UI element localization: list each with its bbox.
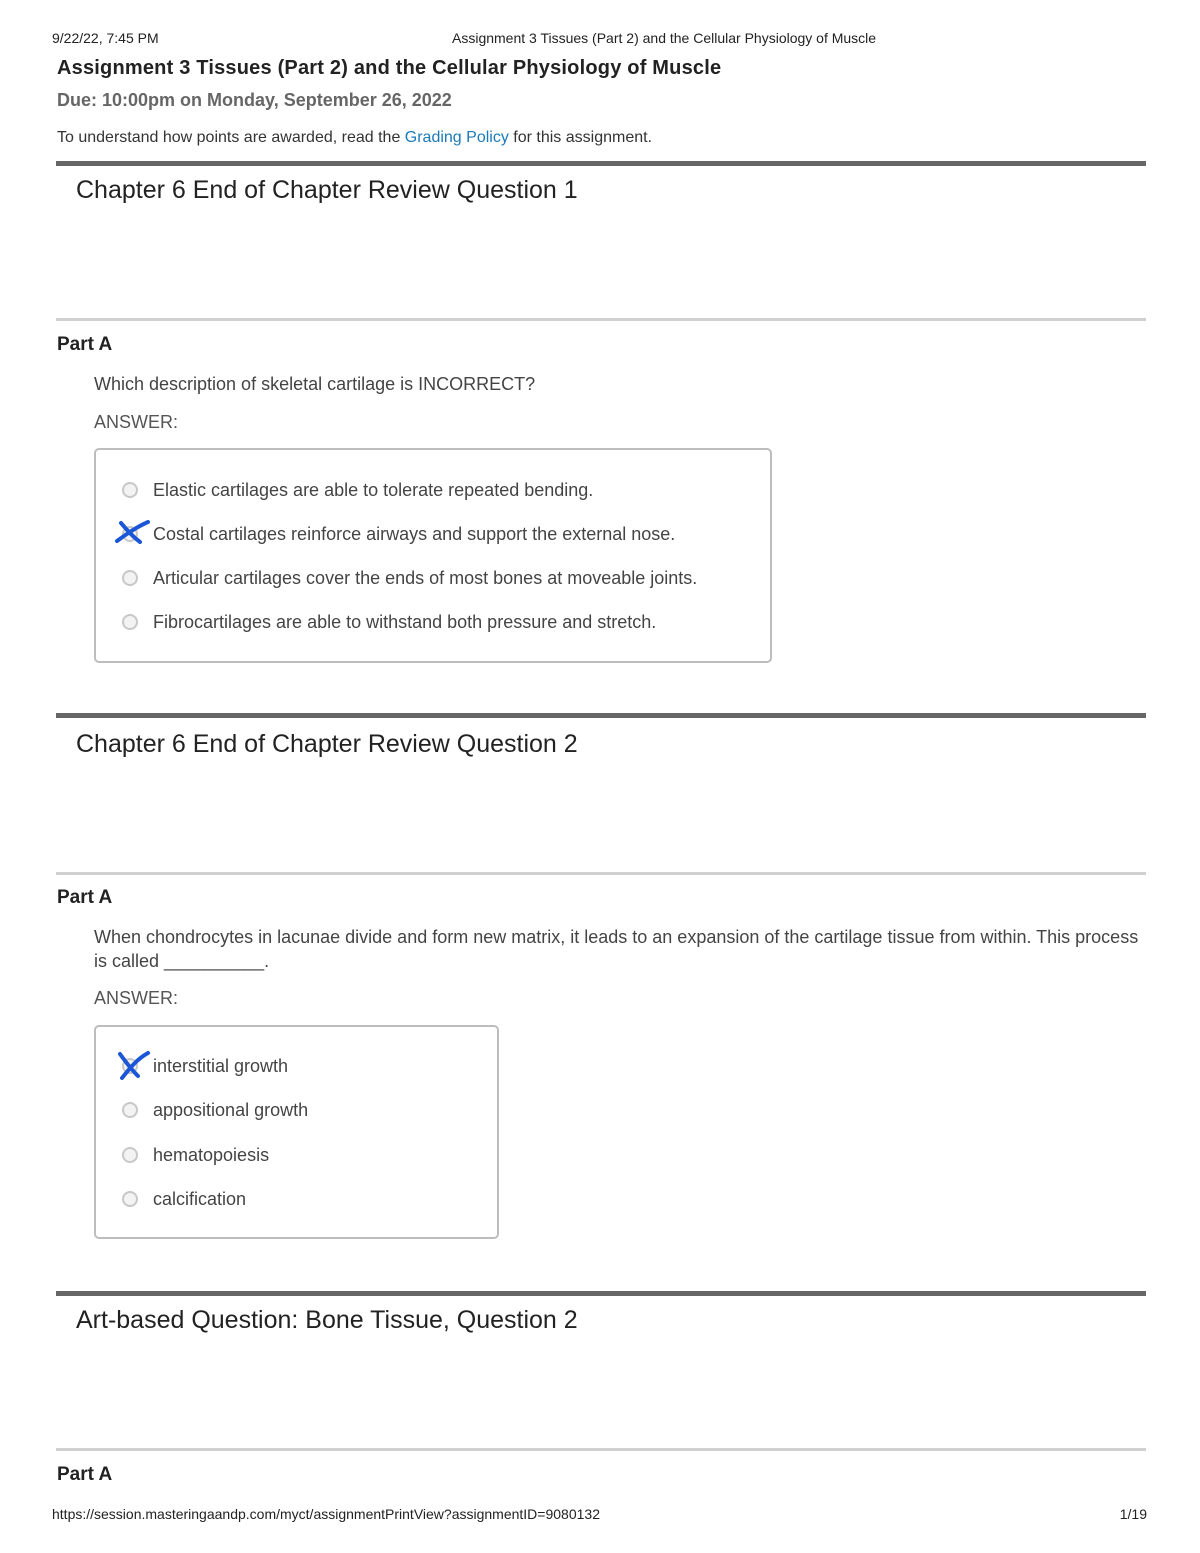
question-3-title: Art-based Question: Bone Tissue, Question 2: [76, 1306, 578, 1334]
option-label: Costal cartilages reinforce airways and support the external nose.: [153, 523, 676, 544]
question-1-part-label: Part A: [57, 334, 113, 355]
question-1-option-selected[interactable]: [116, 519, 675, 549]
print-datetime: 9/22/22, 7:45 PM: [52, 30, 159, 46]
assignment-title: Assignment 3 Tissues (Part 2) and the Cellular Physiology of Muscle: [57, 57, 722, 79]
option-label: Articular cartilages cover the ends of most bones at moveable joints.: [153, 567, 698, 588]
section-divider: [56, 713, 1146, 718]
question-2-option-selected[interactable]: [116, 1051, 288, 1081]
section-divider: [56, 1291, 1146, 1296]
print-header-title: Assignment 3 Tissues (Part 2) and the Cellular Physiology of Muscle: [452, 30, 877, 46]
page-number: 1/19: [1119, 1506, 1147, 1522]
option-label: calcification: [153, 1188, 247, 1209]
grading-prefix: To understand how points are awarded, read the: [57, 129, 405, 146]
question-2-option[interactable]: [116, 1184, 246, 1214]
option-label: interstitial growth: [153, 1055, 289, 1076]
question-1-answer-label: ANSWER:: [94, 412, 179, 432]
due-date: Due: 10:00pm on Monday, September 26, 2022: [57, 90, 452, 110]
footer-url: https://session.masteringaandp.com/myct/assignmentPrintView?assignmentID=9080132: [52, 1506, 600, 1522]
section-divider: [56, 161, 1146, 166]
question-1-option[interactable]: [116, 607, 656, 637]
option-label: Fibrocartilages are able to withstand both pressure and stretch.: [153, 611, 657, 632]
question-1-option[interactable]: [116, 563, 697, 593]
question-2-answer-label: ANSWER:: [94, 988, 179, 1008]
part-divider: [56, 318, 1146, 321]
question-2-option[interactable]: [116, 1095, 308, 1125]
grading-policy-link[interactable]: Grading Policy: [404, 129, 509, 146]
part-divider: [56, 872, 1146, 875]
question-1-title: Chapter 6 End of Chapter Review Question 1: [76, 176, 578, 204]
question-1-prompt: Which description of skeletal cartilage is INCORRECT?: [94, 374, 536, 394]
radio-circle-icon[interactable]: [122, 482, 138, 498]
question-1-option[interactable]: [116, 475, 593, 505]
question-2-part-label: Part A: [57, 887, 113, 908]
question-2-prompt: When chondrocytes in lacunae divide and form new matrix, it leads to an expansion of the cartilage tissue from within. This process is called __________.: [94, 927, 1139, 971]
part-divider: [56, 1448, 1146, 1451]
radio-circle-icon[interactable]: [122, 1102, 138, 1118]
grading-note: [57, 129, 652, 147]
hand-drawn-x-mark-icon: [112, 1048, 152, 1082]
option-label: appositional growth: [153, 1099, 309, 1120]
question-2-option[interactable]: [116, 1140, 269, 1170]
radio-circle-icon[interactable]: [122, 1147, 138, 1163]
hand-drawn-x-mark-icon: [112, 516, 152, 550]
question-2-answer-box: [94, 1025, 499, 1239]
question-1-answer-box: [94, 448, 772, 663]
radio-circle-icon[interactable]: [122, 614, 138, 630]
question-2-title: Chapter 6 End of Chapter Review Question 2: [76, 730, 578, 758]
radio-circle-icon[interactable]: [122, 570, 138, 586]
radio-circle-icon[interactable]: [122, 1191, 138, 1207]
option-label: Elastic cartilages are able to tolerate repeated bending.: [153, 479, 594, 500]
question-3-part-label: Part A: [57, 1464, 113, 1485]
option-label: hematopoiesis: [153, 1144, 270, 1165]
grading-suffix: for this assignment.: [508, 129, 652, 146]
